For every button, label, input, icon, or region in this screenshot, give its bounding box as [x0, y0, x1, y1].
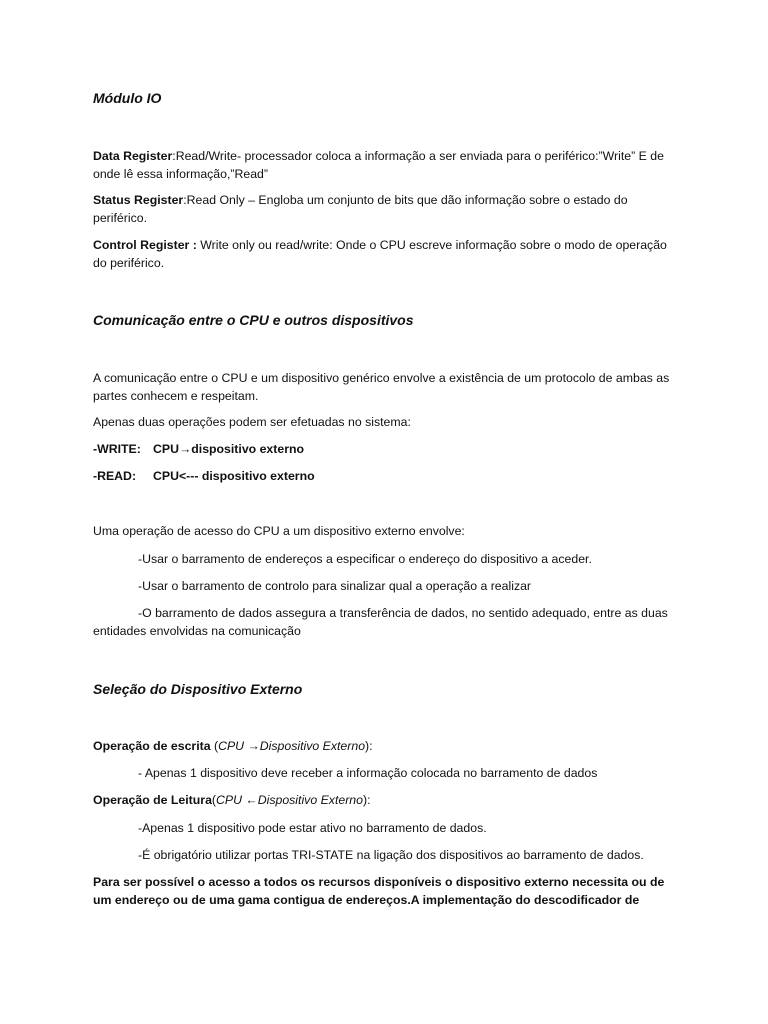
section-title-comunicacao: Comunicação entre o CPU e outros dispositivos — [93, 312, 414, 328]
control-register-label: Control Register : — [93, 238, 197, 252]
data-register-text: :Read/Write- processador coloca a informação a ser enviada para o periférico:”Write” E de onde lê essa informação,”Read” — [93, 149, 664, 181]
list-item: -É obrigatório utilizar portas TRI-STATE na ligação dos dispositivos ao barramento de dados. — [138, 848, 644, 862]
paragraph-data-register — [93, 147, 683, 183]
list-item: -Usar o barramento de endereços a especificar o endereço do dispositivo a aceder. — [138, 552, 592, 566]
arrow-right-icon: → — [247, 739, 260, 753]
paragraph-control-register — [93, 236, 683, 272]
list-item: - Apenas 1 dispositivo deve receber a informação colocada no barramento de dados — [138, 766, 598, 780]
write-operation-line — [93, 440, 683, 458]
write-op-cpu: CPU — [218, 739, 248, 753]
paragraph-acesso-intro: Uma operação de acesso do CPU a um dispositivo externo envolve: — [93, 524, 465, 538]
paragraph-operacoes: Apenas duas operações podem ser efetuadas no sistema: — [93, 415, 411, 429]
write-op-label: -WRITE: — [93, 442, 141, 456]
status-register-label: Status Register — [93, 193, 184, 207]
section-title-selecao: Seleção do Dispositivo Externo — [93, 681, 303, 697]
write-op-device: Dispositivo Externo — [259, 739, 366, 753]
write-op-label: Operação de escrita — [93, 739, 211, 753]
write-op-cpu: CPU — [153, 442, 179, 456]
data-register-label: Data Register — [93, 149, 173, 163]
write-operation-heading: Operação de escrita (CPU →Dispositivo Externo): — [93, 739, 373, 753]
write-op-target: dispositivo externo — [191, 442, 305, 456]
list-item-wrapped: -O barramento de dados assegura a transferência de dados, no sentido adequado, entre as duas entidades envolvidas na comunicação — [93, 606, 668, 638]
read-op-cpu: CPU — [216, 793, 246, 807]
read-op-text: CPU<--- dispositivo externo — [153, 469, 315, 483]
paragraph-status-register — [93, 191, 683, 227]
read-operation-heading: Operação de Leitura(CPU ←Dispositivo Externo): — [93, 793, 371, 807]
control-register-text: Write only ou read/write: Onde o CPU escreve informação sobre o modo de operação do periférico. — [93, 238, 667, 270]
list-item: -Apenas 1 dispositivo pode estar ativo no barramento de dados. — [138, 821, 487, 835]
read-op-device: Dispositivo Externo — [257, 793, 363, 807]
paragraph-comunicacao-intro: A comunicação entre o CPU e um dispositivo genérico envolve a existência de um protocolo de ambas as partes conhecem e respeitam. — [93, 371, 670, 403]
read-op-label: Operação de Leitura — [93, 793, 212, 807]
arrow-right-icon: → — [178, 442, 192, 456]
read-operation-line — [93, 467, 683, 485]
read-op-label: -READ: — [93, 469, 137, 483]
status-register-text: :Read Only – Engloba um conjunto de bits que dão informação sobre o estado do periférico. — [93, 193, 628, 225]
section-title-modulo-io: Módulo IO — [93, 90, 162, 106]
paragraph-final-bold: Para ser possível o acesso a todos os recursos disponíveis o dispositivo externo necessita ou de um endereço ou de uma gama contigua de endereços.A implementação do descodificador de — [93, 875, 665, 907]
list-item: -Usar o barramento de controlo para sinalizar qual a operação a realizar — [138, 579, 532, 593]
arrow-left-icon: ← — [245, 793, 258, 807]
